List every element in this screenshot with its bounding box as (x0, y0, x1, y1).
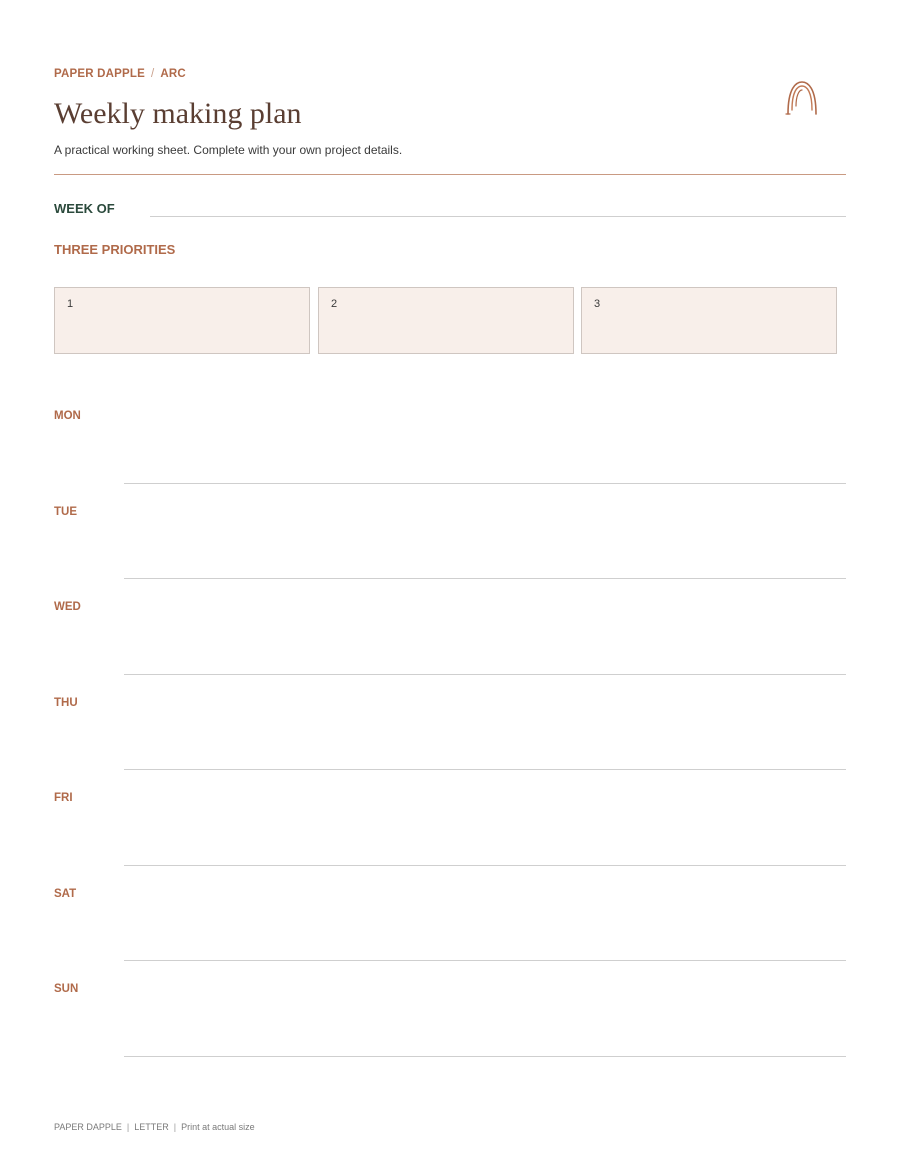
day-line-sun[interactable] (124, 1056, 846, 1057)
brand-name: PAPER DAPPLE (54, 68, 146, 80)
page-subtitle: A practical working sheet. Complete with your own project details. (54, 143, 403, 157)
priority-box-1[interactable] (54, 287, 310, 354)
week-of-field[interactable] (150, 216, 846, 217)
day-label-tue: TUE (54, 506, 77, 518)
day-line-fri[interactable] (124, 865, 846, 866)
worksheet-page (54, 0, 846, 1165)
day-line-sat[interactable] (124, 960, 846, 961)
footer-separator: | (126, 1122, 130, 1132)
priority-number: 3 (594, 298, 601, 310)
footer-brand: PAPER DAPPLE (54, 1122, 122, 1132)
arc-logo-icon (782, 78, 822, 118)
day-label-thu: THU (54, 697, 78, 709)
day-label-mon: MON (54, 410, 81, 422)
priorities-heading: THREE PRIORITIES (54, 242, 176, 257)
page-title: Weekly making plan (54, 97, 302, 130)
day-label-fri: FRI (54, 792, 73, 804)
footer-note: Print at actual size (181, 1122, 255, 1132)
header-divider (54, 174, 846, 175)
breadcrumb-separator: / (151, 68, 155, 80)
day-line-tue[interactable] (124, 578, 846, 579)
footer-size: LETTER (134, 1122, 169, 1132)
week-of-label: WEEK OF (54, 201, 115, 216)
footer-separator: | (173, 1122, 177, 1132)
day-label-sun: SUN (54, 983, 79, 995)
series-name: ARC (160, 68, 186, 80)
day-label-sat: SAT (54, 888, 77, 900)
page-footer (54, 1122, 255, 1132)
day-line-thu[interactable] (124, 769, 846, 770)
brand-breadcrumb (54, 68, 186, 80)
priority-box-3[interactable] (581, 287, 837, 354)
day-line-wed[interactable] (124, 674, 846, 675)
day-label-wed: WED (54, 601, 81, 613)
priority-box-2[interactable] (318, 287, 574, 354)
day-line-mon[interactable] (124, 483, 846, 484)
priority-number: 2 (331, 298, 338, 310)
priority-number: 1 (67, 298, 74, 310)
